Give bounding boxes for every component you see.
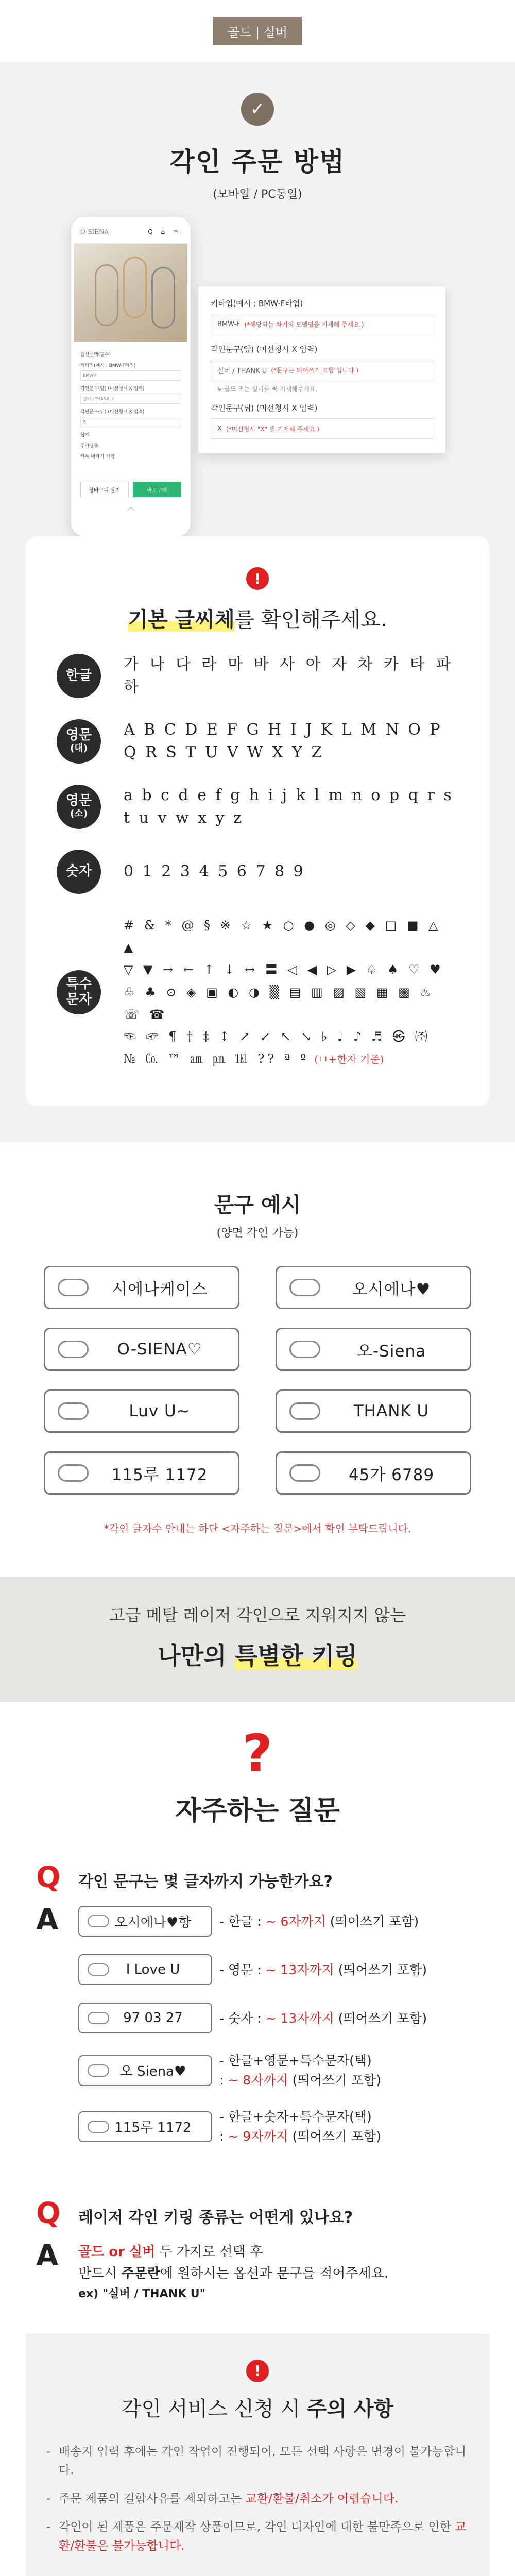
- font-guide-title-bold: 기본 글씨체: [128, 608, 235, 632]
- ring-hole: [88, 1915, 109, 1927]
- promo-band: [0, 1577, 515, 1702]
- back-text-hint: (*미선청시 "X" 를 기재해 주세요.): [226, 425, 320, 433]
- phone-label: 옵션선택(필수): [80, 352, 111, 358]
- phone-label: 합계: [80, 433, 90, 438]
- examples-notice: *각인 글자수 안내는 하단 <자주하는 질문>에서 확인 부탁드립니다.: [104, 1522, 411, 1535]
- answer-options: 골드 or 실버: [78, 2244, 156, 2260]
- mini-tag-text: I Love U: [126, 1962, 180, 1978]
- font-badge-sub: (대): [70, 743, 88, 754]
- example-tag: [44, 1451, 239, 1495]
- caution-text: 배송지 입력 후에는 각인 작업이 진행되어, 모든 선택 사항은 변경이 불가능합니다.: [59, 2445, 467, 2478]
- front-text-field[interactable]: [211, 360, 433, 380]
- special-line: ▽ ▼ → ← ↑ ↓ ↔ 〓 ◁ ◀ ▷ ▶ ♤ ♠ ♡ ♥: [124, 962, 444, 977]
- caution-title: [46, 2393, 469, 2422]
- faq-title: 자주하는 질문: [175, 1795, 340, 1827]
- buy-now-button[interactable]: 바로구매: [133, 482, 181, 497]
- answer-line-rest: 두 가지로 선택 후: [155, 2244, 263, 2260]
- font-row-upper: [57, 719, 458, 764]
- example-tag: [276, 1266, 471, 1309]
- keyring-shape: [95, 264, 118, 326]
- ring-hole: [58, 1464, 89, 1482]
- font-badge-label: 숫자: [65, 863, 92, 879]
- faq-section: [0, 1702, 515, 2333]
- phone-nav-icons: Q ⌂ ≡: [148, 228, 181, 235]
- keyring-shape: [123, 257, 147, 318]
- special-line: ☜ ☞ ¶ † ‡ ↕ ↗ ↙ ↖ ↘ ♭ ♩ ♪ ♬ ㉿ ㈜: [124, 1029, 431, 1044]
- answer-pre: - 한글 :: [219, 1913, 266, 1929]
- answer-item: [78, 1906, 427, 1937]
- product-image: [74, 244, 187, 342]
- example-text: 오시에나♥: [352, 1280, 431, 1299]
- font-row-special: [57, 914, 458, 1070]
- phone-option-form: [74, 342, 187, 465]
- answer-post: (띄어쓰기 포함): [288, 2072, 381, 2088]
- answer-post: (띄어쓰기 포함): [325, 1913, 419, 1929]
- question-mark-icon: ?: [242, 1723, 272, 1784]
- phone-front-field[interactable]: 실버 / THANK U: [80, 394, 181, 404]
- example-text: 115루 1172: [111, 1465, 208, 1484]
- caution-text: 각인이 된 제품은 주문제작 상품이므로, 각인 디자인에 대한 불만족으로 인한: [59, 2520, 455, 2534]
- phone-label: 추가상품: [80, 444, 98, 449]
- method-title: 각인 주문 방법: [169, 147, 346, 177]
- ring-hole: [88, 1963, 109, 1976]
- answer-item: [78, 2051, 427, 2090]
- answer-limit: ~ 13자까지: [265, 2010, 334, 2026]
- answer-limit: ~ 6자까지: [265, 1913, 326, 1929]
- faq-answer-1: [36, 1903, 479, 2163]
- answer-pre: - 한글+숫자+특수문자(택): [219, 2109, 372, 2125]
- ring-hole: [88, 2121, 109, 2133]
- examples-section: [0, 1142, 515, 1577]
- faq-question-text: 각인 문구는 몇 글자까지 가능한가요?: [78, 1873, 333, 1891]
- promo-line-1: 고급 메탈 레이저 각인으로 지워지지 않는: [109, 1605, 406, 1625]
- q-icon: Q: [36, 1861, 61, 1895]
- phone-label: 카톡 메타기 키링: [80, 454, 115, 460]
- key-type-value: BMW-F: [217, 320, 241, 328]
- q-icon: Q: [36, 2197, 61, 2231]
- font-badge: [57, 785, 101, 829]
- example-tags: [0, 1266, 515, 1495]
- ring-hole: [289, 1464, 320, 1482]
- a-icon: A: [36, 2239, 59, 2273]
- font-row-korean: [57, 653, 458, 698]
- caution-warning: 교환/환불은 불가능합니다.: [59, 2520, 467, 2553]
- mini-tag: [78, 1954, 212, 1985]
- font-badge-label: 영문: [65, 793, 92, 809]
- answer-line-pre: 반드시: [78, 2265, 122, 2281]
- caution-warning: 교환/환불/취소가 어렵습니다.: [245, 2492, 399, 2506]
- answer-pre: - 숫자 :: [219, 2010, 266, 2026]
- font-sample: 0 1 2 3 4 5 6 7 8 9: [124, 862, 305, 881]
- caution-note: [46, 2518, 469, 2556]
- answer-limit: ~ 9자까지: [228, 2128, 288, 2144]
- mini-tag-text: 오 Siena♥: [119, 2064, 186, 2080]
- font-badge: [57, 850, 101, 894]
- ring-hole: [289, 1341, 320, 1358]
- answer-pre2: :: [219, 2072, 228, 2088]
- font-row-number: [57, 850, 458, 894]
- font-badge-label: 영문: [65, 727, 92, 743]
- exclamation-icon: !: [246, 567, 269, 590]
- special-line: [124, 1048, 458, 1070]
- faq-question-1: [36, 1861, 479, 1895]
- font-badge-sub: 문자: [65, 992, 92, 1008]
- front-text-label: 각인문구(앞) (미선청시 X 입력): [211, 345, 318, 354]
- answer-line: [78, 2263, 388, 2285]
- answer-item: [78, 2003, 427, 2033]
- font-badge: [57, 970, 101, 1014]
- mini-tag-text: 오시에나♥항: [114, 1914, 192, 1930]
- answer-line-bold: 주문란: [121, 2265, 160, 2281]
- promo-line-2: [0, 1637, 515, 1671]
- special-sample: [124, 914, 458, 1070]
- back-text-label: 각인문구(뒤) (미선청시 X 입력): [211, 403, 318, 413]
- example-tag: [44, 1266, 239, 1309]
- answer-text: [219, 1912, 419, 1931]
- key-type-field[interactable]: [211, 314, 433, 334]
- font-sample: A B C D E F G H I J K L M N O P Q R S T U V W X Y Z: [124, 721, 442, 761]
- answer-text: [78, 2242, 388, 2302]
- example-text: O-SIENA♡: [117, 1340, 202, 1359]
- material-tag: 골드 | 실버: [213, 17, 302, 45]
- example-text: Luv U~: [129, 1402, 191, 1421]
- faq-answer-2: [36, 2239, 479, 2302]
- faq-question-2: [36, 2197, 479, 2231]
- answer-pre: - 한글+영문+특수문자(택): [219, 2053, 372, 2069]
- font-row-lower: [57, 784, 458, 829]
- a-icon: A: [36, 1903, 59, 1937]
- special-note: (ㅁ+한자 기준): [314, 1053, 384, 1066]
- examples-subtitle: (양면 각인 가능): [216, 1227, 299, 1240]
- mini-tag-text: 115루 1172: [114, 2120, 192, 2136]
- key-type-label: 키타입(예시 : BMW-F타입): [211, 299, 303, 308]
- font-guide-title: [57, 603, 458, 633]
- answer-list: [78, 1906, 427, 2163]
- font-badge: [57, 654, 101, 698]
- phone-key-field[interactable]: BMW-F: [80, 370, 181, 381]
- example-tag: [276, 1451, 471, 1495]
- ring-hole: [289, 1402, 320, 1420]
- example-tag: [44, 1389, 239, 1433]
- answer-post: (띄어쓰기 포함): [334, 2010, 427, 2026]
- answer-item: [78, 2107, 427, 2146]
- caution-note: [46, 2489, 469, 2509]
- answer-text: [219, 2009, 427, 2028]
- promo-line-2-pre: 나만의: [158, 1642, 235, 1670]
- caution-title-pre: 각인 서비스 신청 시: [121, 2397, 307, 2421]
- example-text: 시에나케이스: [112, 1280, 208, 1299]
- method-subtitle: (모바일 / PC동일): [213, 188, 302, 201]
- phone-label: 키타입(예시 : BMW-F타입): [80, 363, 136, 368]
- front-text-value: 실버 / THANK U: [217, 367, 267, 375]
- mini-tag: [78, 1906, 212, 1937]
- phone-back-field[interactable]: X: [80, 417, 181, 427]
- font-badge-label: 특수: [65, 976, 92, 992]
- caution-section: [26, 2334, 489, 2576]
- caution-text: 주문 제품의 결함사유를 제외하고는: [59, 2492, 246, 2506]
- caution-title-bold: 주의 사항: [306, 2397, 394, 2421]
- font-badge: [57, 719, 101, 764]
- back-text-value: X: [217, 425, 222, 433]
- ring-hole: [58, 1279, 89, 1296]
- special-line: # & * @ § ※ ☆ ★ ○ ● ◎ ◇ ◆ □ ■ △ ▲: [124, 918, 441, 955]
- example-tag: [276, 1328, 471, 1371]
- order-method-section: [0, 62, 515, 1142]
- chevron-up-icon[interactable]: ︿: [126, 502, 135, 512]
- answer-post: (띄어쓰기 포함): [288, 2128, 381, 2144]
- mini-tag: [78, 2055, 212, 2086]
- phone-header: [74, 220, 187, 244]
- answer-text: [219, 2107, 381, 2146]
- answer-line-post: 에 원하시는 옵션과 문구를 적어주세요.: [160, 2265, 389, 2281]
- answer-pre2: :: [219, 2128, 228, 2144]
- answer-pre: - 영문 :: [219, 1962, 266, 1977]
- answer-line: [78, 2242, 388, 2263]
- special-line-text: № ㏇ ™ ㏂ ㏘ ℡ ?? ª º: [124, 1052, 310, 1066]
- font-sample: 가 나 다 라 마 바 사 아 자 차 카 타 파 하: [124, 655, 454, 696]
- answer-item: [78, 1954, 427, 1985]
- example-tag: [44, 1328, 239, 1371]
- font-guide-card: [26, 536, 489, 1106]
- mini-tag-text: 97 03 27: [123, 2010, 183, 2026]
- caution-notes: [46, 2443, 469, 2556]
- mini-tag: [78, 2003, 212, 2033]
- order-demo: [0, 217, 515, 547]
- promo-highlight: 특별한 키링: [234, 1642, 357, 1670]
- front-text-hint: (*문구는 띄어쓰기 포함 입니다.): [271, 366, 359, 374]
- option-popup: [198, 286, 445, 453]
- phone-label: 각인문구(앞) (미선청시 X 입력): [80, 386, 145, 392]
- faq-question-text: 레이저 각인 키링 종류는 어떤게 있나요?: [78, 2209, 353, 2227]
- ring-hole: [58, 1341, 89, 1358]
- add-to-cart-button[interactable]: 장바구니 담기: [80, 482, 129, 497]
- example-text: 오-Siena: [356, 1342, 426, 1361]
- examples-title: 문구 예시: [214, 1193, 301, 1217]
- answer-text: [219, 2051, 381, 2090]
- answer-text: [219, 1960, 427, 1980]
- exclamation-icon: !: [246, 2360, 269, 2382]
- font-badge-label: 한글: [65, 667, 92, 683]
- back-text-field[interactable]: [211, 418, 433, 439]
- front-text-note: ↳ 골드 또는 실버를 꼭 기재해주세요.: [217, 385, 318, 393]
- caution-note: [46, 2443, 469, 2481]
- example-text: 45가 6789: [348, 1465, 435, 1484]
- font-sample: a b c d e f g h i j k l m n o p q r s t u v w x y z: [124, 786, 454, 827]
- example-tag: [276, 1389, 471, 1433]
- phone-mockup: [71, 217, 191, 536]
- header-strip: [0, 0, 515, 62]
- phone-logo: O-SIENA: [80, 228, 109, 235]
- ring-hole: [88, 2064, 109, 2077]
- answer-limit: ~ 8자까지: [228, 2072, 288, 2088]
- answer-example: ex) "실버 / THANK U": [78, 2287, 206, 2300]
- phone-label: 각인문구(뒤) (미선청시 X 입력): [80, 410, 145, 415]
- font-guide-title-rest: 를 확인해주세요.: [234, 608, 387, 632]
- ring-hole: [88, 2012, 109, 2024]
- example-text: THANK U: [353, 1402, 430, 1421]
- keyring-shape: [151, 267, 175, 329]
- phone-buttons: [80, 482, 181, 497]
- answer-post: (띄어쓰기 포함): [334, 1962, 427, 1977]
- ring-hole: [58, 1402, 89, 1420]
- check-icon: ✓: [241, 93, 274, 126]
- special-line: ♧ ♣ ⊙ ◈ ▣ ◐ ◑ ▒ ▤ ▥ ▨ ▧ ▦ ▩ ♨ ☏ ☎: [124, 985, 434, 1022]
- ring-hole: [289, 1279, 320, 1296]
- mini-tag: [78, 2111, 212, 2142]
- font-badge-sub: (소): [70, 808, 88, 820]
- answer-limit: ~ 13자까지: [265, 1962, 334, 1977]
- key-type-hint: (*해당되는 차키의 모델명을 기재해 주세요.): [244, 320, 364, 328]
